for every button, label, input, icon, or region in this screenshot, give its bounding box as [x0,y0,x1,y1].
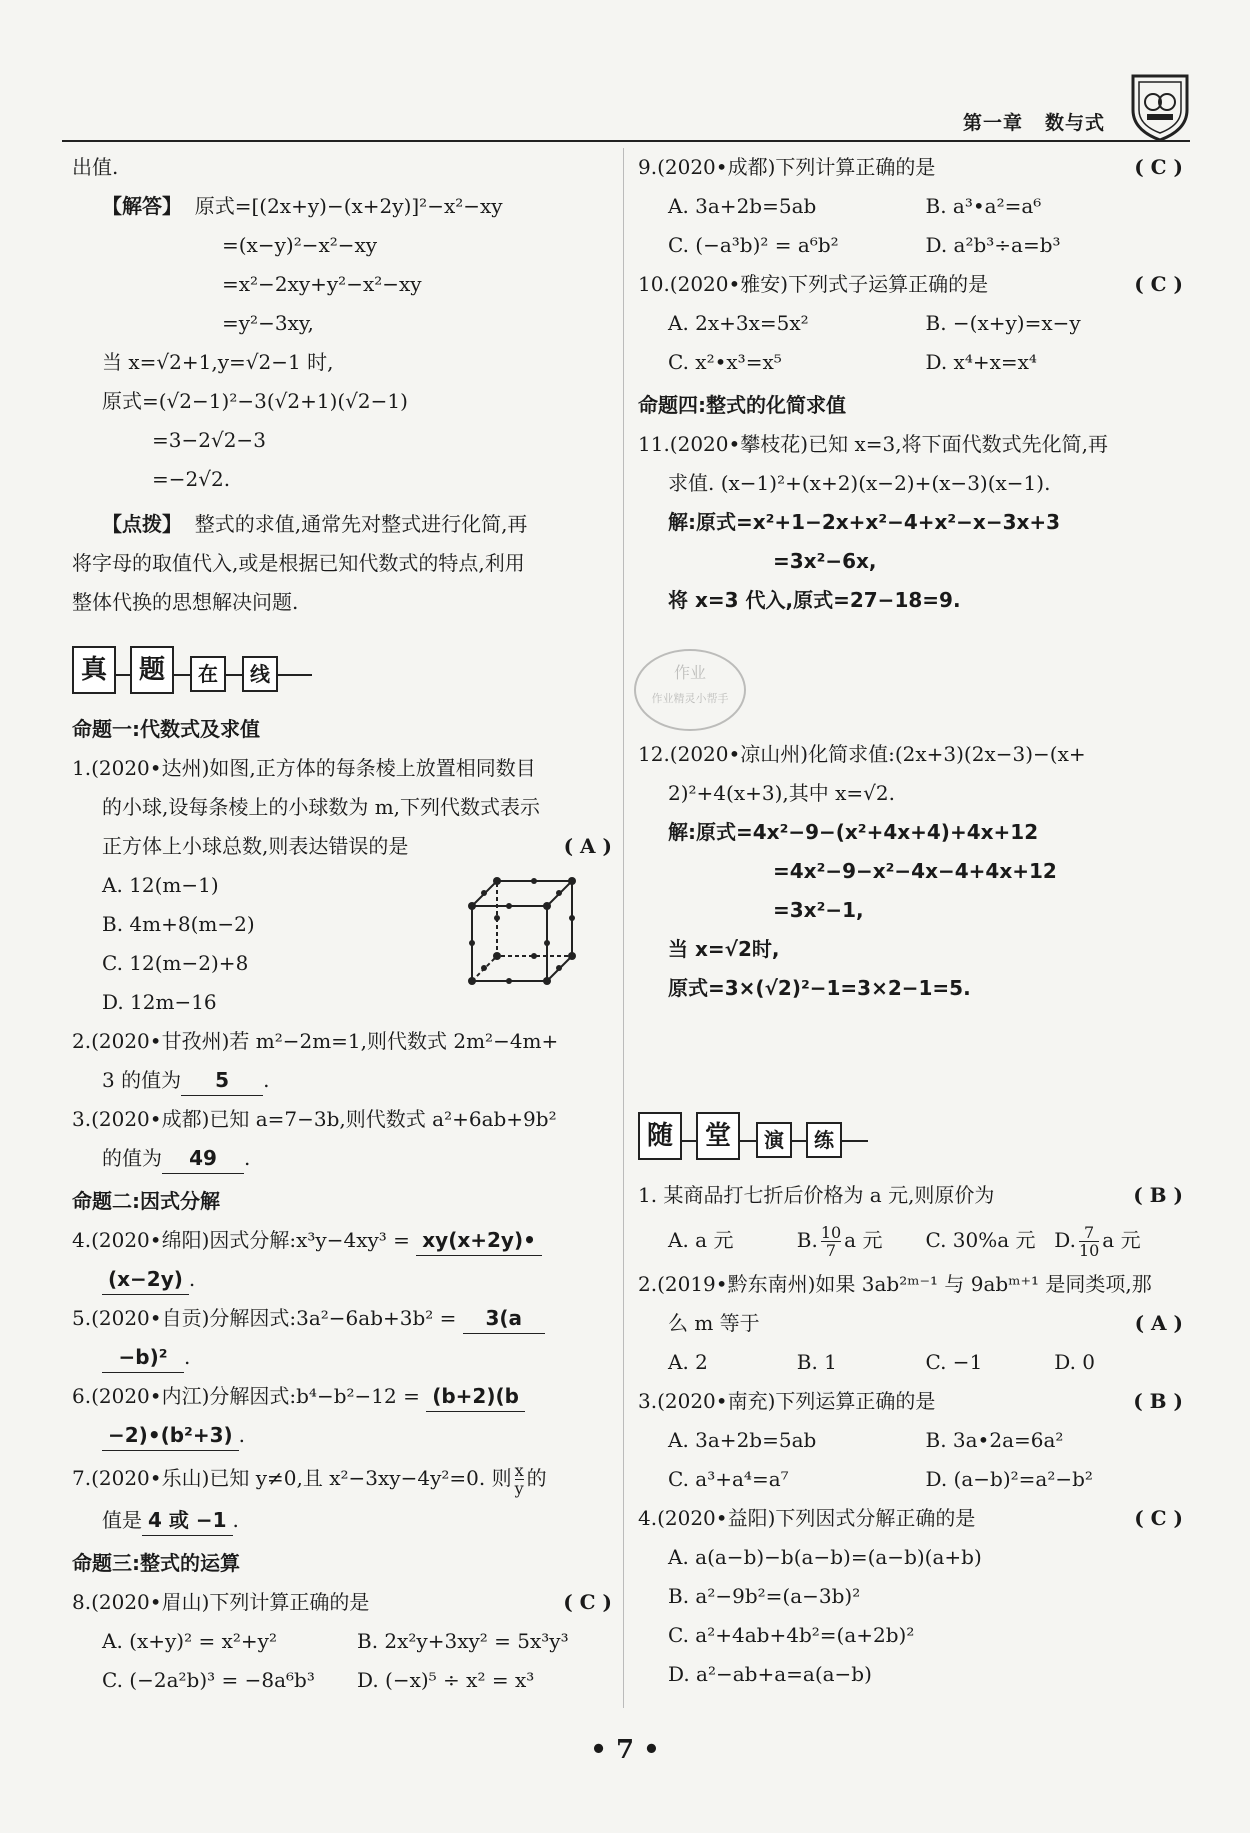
topic-heading: 命题一:代数式及求值 [72,717,260,741]
solution-line: =−2√2. [152,467,231,491]
option: D. 12m−16 [102,990,217,1014]
question-5: 5.(2020•自贡)分解因式:3a²−6ab+3b² = 3(a −b)² . [72,1299,612,1377]
banner-char: 线 [242,656,278,692]
banner-char: 演 [756,1122,792,1158]
solution-line: =x²−2xy+y²−x²−xy [222,272,422,296]
handwritten-work: 解:原式=4x²−9−(x²+4x+4)+4x+12 [668,820,1039,844]
chapter-label: 第一章 [962,112,1023,134]
option: D. a²−ab+a=a(a−b) [668,1662,872,1686]
option: B. 1 [796,1350,837,1374]
option: D. (a−b)²=a²−b² [925,1467,1093,1491]
solution-line: =(x−y)²−x²−xy [222,233,378,257]
banner-char: 真 [72,646,116,694]
handwritten-work: =3x²−6x, [773,549,877,573]
question-2: 2.(2020•甘孜州)若 m²−2m=1,则代数式 2m²−4m+ 3 的值为 5 . [72,1022,612,1100]
option: A. 3a+2b=5ab [668,194,817,218]
option: C. a²+4ab+4b²=(a+2b)² [668,1623,915,1647]
chapter-title: 数与式 [1044,112,1105,134]
banner-char: 随 [638,1112,682,1160]
answer-choice: ( C ) [1134,1506,1183,1530]
answer-choice: ( C ) [563,1590,612,1614]
stamp-subtext: 作业精灵小帮手 [651,692,729,705]
answer-choice: ( C ) [1134,155,1183,179]
answer-choice: ( B ) [1133,1183,1183,1207]
option: C. 30%a 元 [925,1228,1036,1252]
question-1: 1.(2020•达州)如图,正方体的每条棱上放置相同数目 的小球,设每条棱上的小球数为 m,下列代数式表示 正方体上小球总数,则表达错误的是 ( A ) A. 12(m−1) B. 4m+8(m−2) C. 12(m−2)+8 D. 12m−16 [72,749,612,1022]
left-column [72,148,612,1700]
question-12: 12.(2020•凉山州)化简求值:(2x+3)(2x−3)−(x+ 2)²+4(x+3),其中 x=√2. 解:原式=4x²−9−(x²+4x+4)+4x+12 =4x²−9−x²−4x−4+4x+12 =3x²−1, 当 x=√2时, 原式=3×(√2)²−1=3×2−1=5. [638,735,1183,1008]
answer-fill: 4 或 −1 [142,1505,233,1536]
handwritten-work: =4x²−9−x²−4x−4+4x+12 [773,859,1057,883]
option: A. 3a+2b=5ab [668,1428,817,1452]
answer-fill: xy(x+2y)• [416,1225,542,1256]
option: B. 2x²y+3xy² = 5x³y³ [357,1629,569,1653]
option: C. 12(m−2)+8 [102,951,249,975]
option: D. $\frac{7}{10}$ a 元 [1054,1223,1141,1260]
practice-3: 3.(2020•南充)下列运算正确的是 ( B ) A. 3a+2b=5ab B. 3a•2a=6a² C. a³+a⁴=a⁷ D. (a−b)²=a²−b² [638,1382,1183,1499]
banner-char: 练 [806,1122,842,1158]
practice-4: 4.(2020•益阳)下列因式分解正确的是 ( C ) A. a(a−b)−b(a−b)=(a−b)(a+b) B. a²−9b²=(a−3b)² C. a²+4ab+4b²=(a+2b)² D. a²−ab+a=a(a−b) [638,1499,1183,1694]
option: B. $\frac{10}{7}$ a 元 [796,1223,883,1260]
question-9: 9.(2020•成都)下列计算正确的是 ( C ) A. 3a+2b=5ab B. a³•a²=a⁶ C. (−a³b)² = a⁶b² D. a²b³÷a=b³ [638,148,1183,265]
column-divider [623,148,624,1708]
topic-heading: 命题三:整式的运算 [72,1551,240,1575]
solution-line: 原式=(√2−1)²−3(√2+1)(√2−1) [102,389,408,413]
fraction: $\frac{10}{7}$ [820,1223,842,1260]
section-banner-zhenti [72,640,612,700]
option: C. (−a³b)² = a⁶b² [668,233,839,257]
intro-text: 出值. [72,155,119,179]
question-3: 3.(2020•成都)已知 a=7−3b,则代数式 a²+6ab+9b² 的值为 49 . [72,1100,612,1178]
solution-line: =y²−3xy, [222,311,314,335]
option: B. 3a•2a=6a² [925,1428,1064,1452]
fraction: $\frac{7}{10}$ [1078,1223,1100,1260]
answer-fill: 5 [181,1065,263,1096]
practice-1: 1. 某商品打七折后价格为 a 元,则原价为 ( B ) A. a 元 B. $\frac{10}{7}$ a 元 C. 30%a 元 D. $\frac{7}{10}$ a 元 [638,1176,1183,1265]
topic-heading: 命题二:因式分解 [72,1189,220,1213]
handwritten-work: 解:原式=x²+1−2x+x²−4+x²−x−3x+3 [668,510,1061,534]
question-10: 10.(2020•雅安)下列式子运算正确的是 ( C ) A. 2x+3x=5x² B. −(x+y)=x−y C. x²•x³=x⁵ D. x⁴+x=x⁴ [638,265,1183,382]
answer-fill: (x−2y) [102,1264,189,1295]
answer-fill: 49 [162,1143,244,1174]
question-7: 7.(2020•乐山)已知 y≠0,且 x²−3xy−4y²=0. 则 $\frac{x}{y}$ 的 值是 4 或 −1 . [72,1455,612,1540]
right-column [638,148,1183,1694]
option: A. a(a−b)−b(a−b)=(a−b)(a+b) [668,1545,982,1569]
header-rule [62,140,1190,142]
handwritten-work: 当 x=√2时, [668,937,780,961]
fraction: $\frac{x}{y}$ [514,1461,524,1498]
tip-line: 将字母的取值代入,或是根据已知代数式的特点,利用 [72,551,525,575]
option: B. a²−9b²=(a−3b)² [668,1584,861,1608]
handwritten-work: 原式=3×(√2)²−1=3×2−1=5. [668,976,971,1000]
solution-label: 【解答】 [102,194,182,218]
banner-char: 在 [190,656,226,692]
option: A. (x+y)² = x²+y² [102,1629,277,1653]
handwritten-work: 将 x=3 代入,原式=27−18=9. [668,588,961,612]
watermark-stamp-icon [630,640,750,740]
option: D. x⁴+x=x⁴ [925,350,1037,374]
topic-heading: 命题四:整式的化简求值 [638,393,846,417]
question-6: 6.(2020•内江)分解因式:b⁴−b²−12 = (b+2)(b −2)•(b²+3) . [72,1377,612,1455]
option: A. a 元 [668,1228,734,1252]
answer-choice: ( A ) [1134,1311,1183,1335]
answer-choice: ( A ) [563,834,612,858]
section-banner-suitang [638,1106,1183,1166]
answer-fill: −2)•(b²+3) [102,1420,239,1451]
option: A. 2 [668,1350,708,1374]
option: C. (−2a²b)³ = −8a⁶b³ [102,1668,315,1692]
option: D. (−x)⁵ ÷ x² = x³ [357,1668,535,1692]
tip-line: 【点拨】 整式的求值,通常先对整式进行化简,再 [102,512,528,536]
option: A. 12(m−1) [102,873,219,897]
option: B. a³•a²=a⁶ [925,194,1042,218]
option: B. 4m+8(m−2) [102,912,255,936]
tip-line: 整体代换的思想解决问题. [72,590,299,614]
option: C. x²•x³=x⁵ [668,350,782,374]
option: C. −1 [925,1350,983,1374]
question-4: 4.(2020•绵阳)因式分解:x³y−4xy³ = xy(x+2y)• (x−2y) . [72,1221,612,1299]
answer-fill: −b)² [102,1342,184,1373]
solution-line: 【解答】 原式=[(2x+y)−(x+2y)]²−x²−xy [102,194,503,218]
question-8: 8.(2020•眉山)下列计算正确的是 ( C ) A. (x+y)² = x²+y² B. 2x²y+3xy² = 5x³y³ C. (−2a²b)³ = −8a⁶b³ D. (−x)⁵ ÷ x² = x³ [72,1583,612,1700]
option: A. 2x+3x=5x² [668,311,809,335]
option: C. a³+a⁴=a⁷ [668,1467,789,1491]
handwritten-work: =3x²−1, [773,898,864,922]
answer-fill: (b+2)(b [426,1381,525,1412]
answer-choice: ( B ) [1133,1389,1183,1413]
solution-line: =3−2√2−3 [152,428,266,452]
answer-choice: ( C ) [1134,272,1183,296]
answer-fill: 3(a [463,1303,545,1334]
publisher-logo-icon [1125,68,1195,144]
page-header [0,0,1250,150]
cube-figure-icon [462,876,582,996]
solution-line: 当 x=√2+1,y=√2−1 时, [102,350,334,374]
option: D. a²b³÷a=b³ [925,233,1061,257]
question-11: 11.(2020•攀枝花)已知 x=3,将下面代数式先化简,再 求值. (x−1)²+(x+2)(x−2)+(x−3)(x−1). 解:原式=x²+1−2x+x²−4+x²−x−3x+3 =3x²−6x, 将 x=3 代入,原式=27−18=9. [638,425,1183,620]
stamp-text: 作业 [673,663,707,682]
option: B. −(x+y)=x−y [925,311,1081,335]
banner-char: 题 [130,646,174,694]
option: D. 0 [1054,1350,1096,1374]
tip-label: 【点拨】 [102,512,182,536]
page-number: • 7 • [590,1735,660,1765]
practice-2: 2.(2019•黔东南州)如果 3ab²ᵐ⁻¹ 与 9abᵐ⁺¹ 是同类项,那 么 m 等于 ( A ) A. 2 B. 1 C. −1 D. 0 [638,1265,1183,1382]
chapter-heading [941,108,1105,135]
banner-char: 堂 [696,1112,740,1160]
